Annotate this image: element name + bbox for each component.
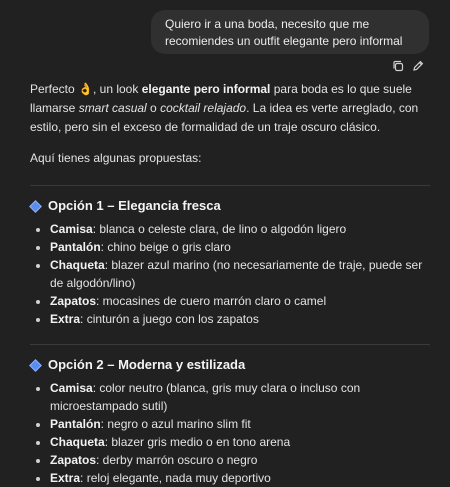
intro-italic-text: smart casual — [78, 101, 147, 115]
message-actions — [392, 60, 424, 72]
item-label: Pantalón — [50, 417, 101, 431]
list-item — [50, 379, 430, 415]
item-text: : blanca o celeste clara, de lino o algodón ligero — [92, 222, 347, 236]
list-item — [50, 415, 430, 433]
item-label: Pantalón — [50, 240, 101, 254]
item-label: Camisa — [50, 381, 93, 395]
blue-diamond-icon — [29, 359, 42, 372]
item-label: Extra — [50, 312, 81, 326]
list-item — [50, 220, 430, 238]
option-heading — [30, 356, 430, 374]
pencil-icon[interactable] — [412, 60, 424, 72]
divider — [30, 185, 430, 186]
blue-diamond-icon — [29, 200, 42, 213]
option-heading — [30, 197, 430, 215]
item-text: : color neutro (blanca, gris muy clara o incluso con microestampado sutil) — [50, 381, 361, 413]
item-text: : blazer gris medio o en tono arena — [104, 435, 291, 449]
user-message-bubble — [151, 10, 429, 54]
list-item — [50, 292, 430, 310]
list-item — [50, 256, 430, 292]
item-text: : mocasines de cuero marrón claro o camel — [96, 294, 327, 308]
option-list — [30, 379, 430, 487]
list-item — [50, 469, 430, 487]
intro-text: o — [146, 101, 161, 115]
item-label: Chaqueta — [50, 258, 105, 272]
user-message-text: Quiero ir a una boda, necesito que me recomiendes un outfit elegante pero informal — [165, 17, 403, 48]
item-label: Chaqueta — [50, 435, 105, 449]
list-item — [50, 433, 430, 451]
copy-icon[interactable] — [392, 60, 404, 72]
divider — [30, 344, 430, 345]
option-title: Opción 2 – Moderna y estilizada — [48, 357, 246, 372]
intro-text: , un look — [92, 82, 142, 96]
item-text: : blazer azul marino (no necesariamente de traje, puede ser de algodón/lino) — [50, 258, 423, 290]
intro-bold-text: elegante pero informal — [141, 82, 271, 96]
item-label: Zapatos — [50, 453, 97, 467]
item-label: Camisa — [50, 222, 93, 236]
option-list — [30, 220, 430, 328]
item-label: Extra — [50, 471, 81, 485]
intro-text: . La idea es verte arreglado, con estilo, pero sin el exceso de formalidad de un traje oscuro clásico. — [30, 101, 419, 134]
lead-text: Aquí tienes algunas propuestas: — [30, 151, 202, 165]
option-title: Opción 1 – Elegancia fresca — [48, 198, 221, 213]
assistant-message — [30, 80, 430, 487]
item-text: : reloj elegante, nada muy deportivo — [80, 471, 271, 485]
option-section — [30, 356, 430, 487]
item-text: : derby marrón oscuro o negro — [96, 453, 258, 467]
item-label: Zapatos — [50, 294, 97, 308]
item-text: : chino beige o gris claro — [100, 240, 231, 254]
list-item — [50, 238, 430, 256]
item-text: : cinturón a juego con los zapatos — [80, 312, 259, 326]
list-item — [50, 451, 430, 469]
list-item — [50, 310, 430, 328]
ok-hand-icon: 👌 — [78, 82, 93, 96]
item-text: : negro o azul marino slim fit — [100, 417, 251, 431]
intro-text: para boda es lo que suele llamarse — [30, 82, 412, 115]
intro-text: Perfecto — [30, 82, 79, 96]
intro-paragraph — [30, 80, 430, 137]
option-section — [30, 197, 430, 328]
intro-italic-text: cocktail relajado — [160, 101, 247, 115]
